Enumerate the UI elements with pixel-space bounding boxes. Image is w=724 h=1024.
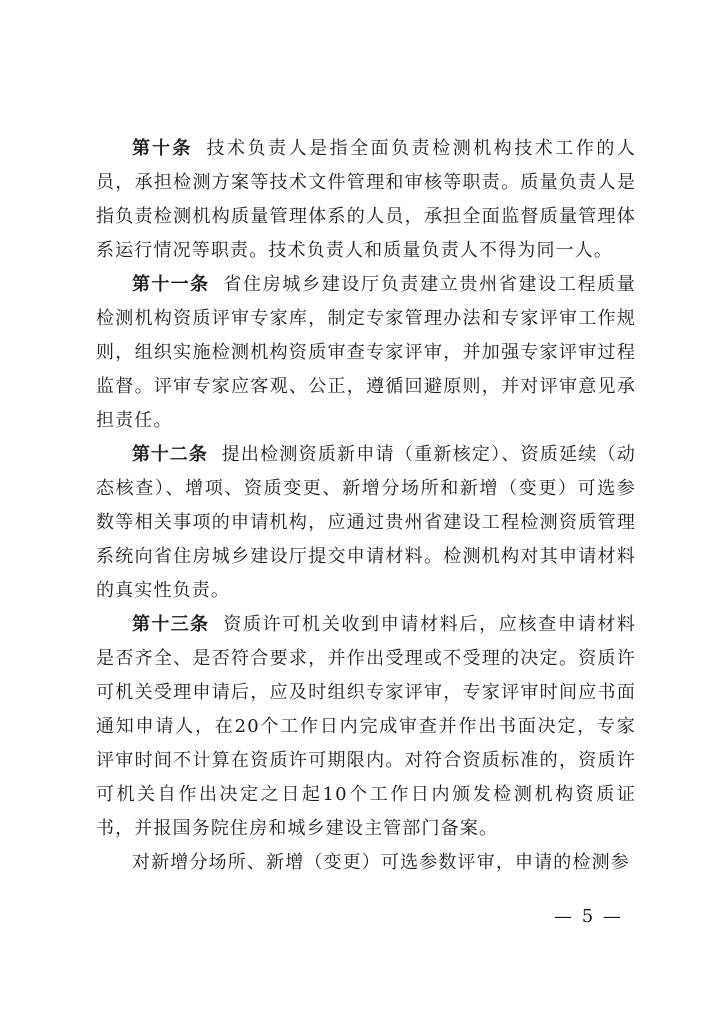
paragraph-text: 对新增分场所、新增（变更）可选参数评审，申请的检测参 (132, 852, 630, 873)
article-text: 资质许可机关收到申请材料后，应核查申请材料是否齐全、是否符合要求，并作出受理或不受理的决定。资质许可机关受理申请后，应及时组织专家评审，专家评审时间应书面通知申请人，在20个工作日内完成审查并作出书面决定，专家评审时间不计算在资质许可期限内。对符合资质标准的，资质许可机关自作出决定之日起10个工作日内颁发检测机构资质证书，并报国务院住房和城乡建设主管部门备案。 (96, 614, 636, 839)
article-13 (96, 608, 636, 846)
article-text: 提出检测资质新申请（重新核定）、资质延续（动态核查）、增项、资质变更、新增分场所和新增（变更）可选参数等相关事项的申请机构，应通过贵州省建设工程检测资质管理系统向省住房城乡建设厅提交申请材料。检测机构对其申请材料的真实性负责。 (96, 444, 636, 601)
document-body (96, 132, 636, 880)
article-heading: 第十条 (132, 138, 193, 159)
article-12 (96, 438, 636, 608)
article-heading: 第十三条 (132, 614, 210, 635)
continuation-paragraph (96, 846, 636, 880)
article-11 (96, 268, 636, 438)
article-heading: 第十二条 (132, 444, 208, 465)
page-number: — 5 — (554, 906, 623, 927)
article-text: 技术负责人是指全面负责检测机构技术工作的人员，承担检测方案等技术文件管理和审核等职责。质量负责人是指负责检测机构质量管理体系的人员，承担全面监督质量管理体系运行情况等职责。技术负责人和质量负责人不得为同一人。 (96, 138, 637, 261)
article-text: 省住房城乡建设厅负责建立贵州省建设工程质量检测机构资质评审专家库，制定专家管理办法和专家评审工作规则，组织实施检测机构资质审查专家评审，并加强专家评审过程监督。评审专家应客观、公正，遵循回避原则，并对评审意见承担责任。 (96, 274, 636, 431)
article-heading: 第十一条 (132, 274, 210, 295)
article-10 (96, 132, 636, 268)
